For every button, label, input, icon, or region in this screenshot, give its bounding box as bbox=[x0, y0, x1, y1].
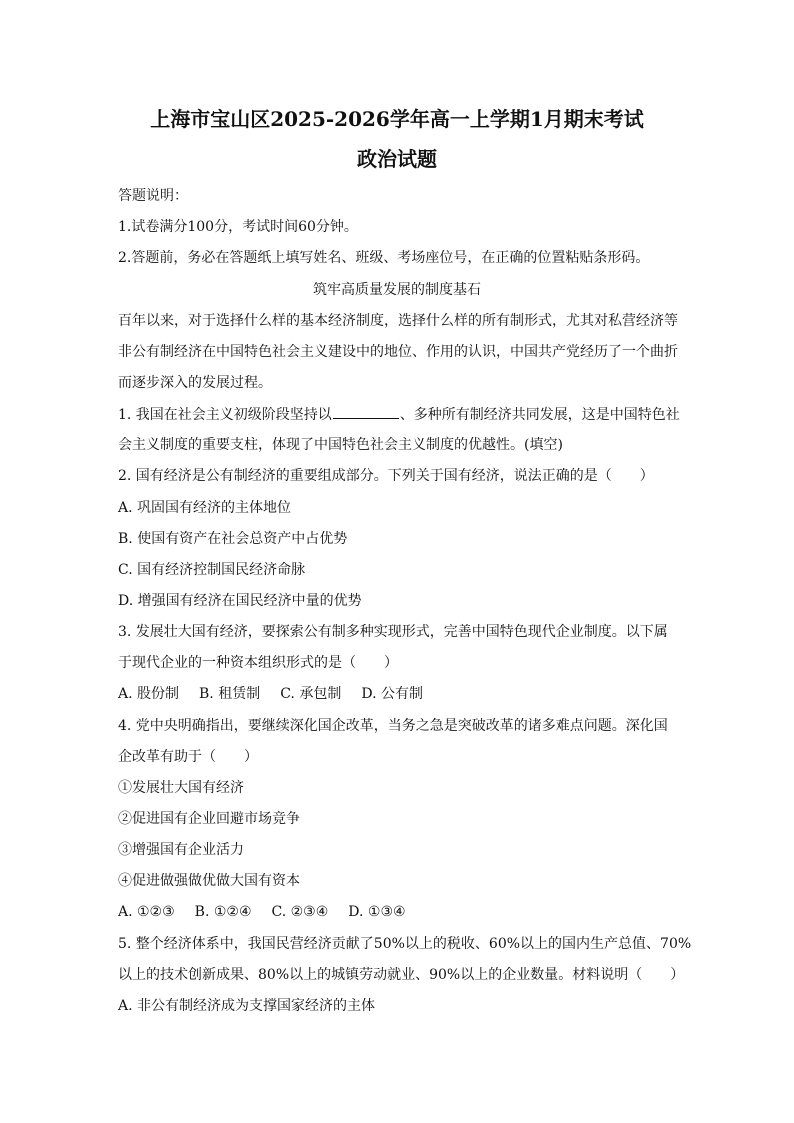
question-3-option-d: D. 公有制 bbox=[361, 686, 423, 702]
question-1-text-after: 、多种所有制经济共同发展，这是中国特色社 bbox=[399, 407, 680, 423]
question-5-stem-line-1: 5. 整个经济体系中，我国民营经济贡献了50%以上的税收、60%以上的国内生产总值、70% bbox=[118, 936, 692, 952]
question-4-stem-line-1: 4. 党中央明确指出，要继续深化国企改革，当务之急是突破改革的诸多难点问题。深化国 bbox=[118, 718, 668, 734]
section-intro-line: 百年以来，对于选择什么样的基本经济制度，选择什么样的所有制形式，尤其对私营经济等 bbox=[118, 313, 678, 329]
question-2-option-a: A. 巩固国有经济的主体地位 bbox=[118, 500, 292, 516]
section-intro-line: 非公有制经济在中国特色社会主义建设中的地位、作用的认识，中国共产党经历了一个曲折 bbox=[118, 344, 678, 360]
question-1-line-2: 会主义制度的重要支柱，体现了中国特色社会主义制度的优越性。(填空) bbox=[118, 437, 563, 453]
question-5-stem-line-2: 以上的技术创新成果、80%以上的城镇劳动就业、90%以上的企业数量。材料说明（ ） bbox=[118, 967, 685, 983]
question-4-option-d: D. ①③④ bbox=[348, 904, 406, 920]
instructions-heading: 答题说明： bbox=[118, 188, 188, 204]
question-4-options bbox=[118, 902, 693, 922]
question-3-options bbox=[118, 684, 693, 704]
question-3-option-b: B. 租赁制 bbox=[199, 686, 261, 702]
question-4-item-2: ②促进国有企业回避市场竞争 bbox=[118, 811, 300, 827]
question-3-option-c: C. 承包制 bbox=[280, 686, 342, 702]
question-4-item-4: ④促进做强做优做大国有资本 bbox=[118, 873, 300, 889]
question-2-option-c: C. 国有经济控制国民经济命脉 bbox=[118, 562, 306, 578]
question-3-stem-line-2: 于现代企业的一种资本组织形式的是（ ） bbox=[118, 655, 398, 671]
question-4-option-b: B. ①②④ bbox=[194, 904, 252, 920]
question-4-option-a: A. ①②③ bbox=[118, 904, 175, 920]
exam-title: 上海市宝山区2025-2026学年高一上学期1月期末考试 bbox=[150, 107, 644, 131]
question-1-line-1 bbox=[118, 404, 693, 425]
instruction-item-2: 2.答题前，务必在答题纸上填写姓名、班级、考场座位号，在正确的位置粘贴条形码。 bbox=[118, 250, 650, 266]
question-4-item-3: ③增强国有企业活力 bbox=[118, 842, 244, 858]
section-intro-line: 而逐步深入的发展过程。 bbox=[118, 375, 272, 391]
fill-in-blank[interactable] bbox=[333, 404, 399, 419]
question-5-option-a: A. 非公有制经济成为支撑国家经济的主体 bbox=[118, 998, 376, 1014]
question-1-text-before: 1. 我国在社会主义初级阶段坚持以 bbox=[118, 407, 332, 423]
question-2-option-b: B. 使国有资产在社会总资产中占优势 bbox=[118, 531, 348, 547]
section-title: 筑牢高质量发展的制度基石 bbox=[313, 282, 481, 298]
question-4-item-1: ①发展壮大国有经济 bbox=[118, 780, 244, 796]
question-4-stem-line-2: 企改革有助于（ ） bbox=[118, 749, 258, 765]
question-2-stem: 2. 国有经济是公有制经济的重要组成部分。下列关于国有经济，说法正确的是（ ） bbox=[118, 468, 654, 484]
question-3-option-a: A. 股份制 bbox=[118, 686, 180, 702]
exam-subtitle: 政治试题 bbox=[357, 147, 437, 171]
question-2-option-d: D. 增强国有经济在国民经济中量的优势 bbox=[118, 593, 362, 609]
instruction-item-1: 1.试卷满分100分，考试时间60分钟。 bbox=[118, 219, 358, 235]
question-4-option-c: C. ②③④ bbox=[271, 904, 329, 920]
question-3-stem-line-1: 3. 发展壮大国有经济，要探索公有制多种实现形式，完善中国特色现代企业制度。以下属 bbox=[118, 624, 668, 640]
